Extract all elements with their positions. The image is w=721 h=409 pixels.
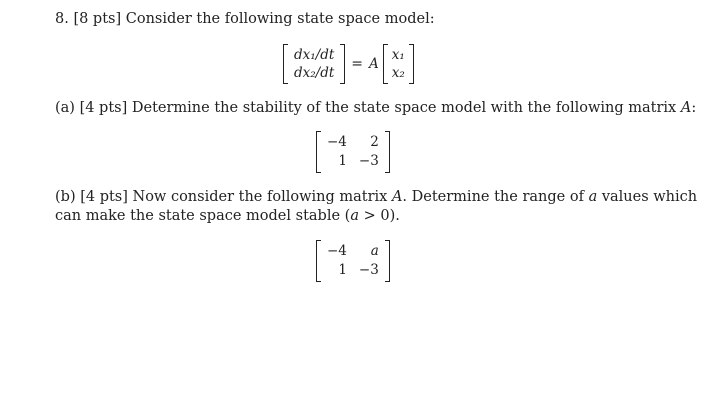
- part-a-text: (a) [4 pts] Determine the stability of the state space model with the following matrix A:: [55, 100, 697, 116]
- part-b-text-line2: can make the state space model stable (a > 0).: [55, 208, 400, 224]
- matrix-a-entry-11: −4: [327, 134, 347, 150]
- state-space-equation: [283, 44, 414, 84]
- matrix-b-entry-11: −4: [327, 243, 347, 259]
- state-vector: [383, 44, 414, 84]
- matrix-a-entry-12: 2: [370, 134, 379, 150]
- state-x2: x₂: [391, 65, 405, 81]
- part-b-text-line1: (b) [4 pts] Now consider the following matrix A. Determine the range of a values which: [55, 189, 698, 205]
- matrix-b-entry-12: a: [370, 243, 379, 259]
- equals-sign: =: [351, 56, 364, 72]
- derivative-vector: [283, 44, 345, 84]
- derivative-x2: dx₂/dt: [294, 65, 335, 81]
- matrix-symbol: A: [369, 56, 379, 72]
- part-b-matrix: [316, 240, 390, 282]
- state-x1: x₁: [391, 47, 405, 63]
- part-a-matrix: [316, 131, 390, 173]
- matrix-b-entry-21: 1: [338, 262, 347, 278]
- matrix-a-entry-22: −3: [358, 153, 379, 169]
- part-a-matrix-symbol: A: [680, 100, 692, 116]
- problem-header: 8. [8 pts] Consider the following state space model:: [55, 11, 435, 27]
- derivative-x1: dx₁/dt: [294, 47, 335, 63]
- matrix-a-entry-21: 1: [338, 153, 347, 169]
- matrix-b-entry-22: −3: [358, 262, 379, 278]
